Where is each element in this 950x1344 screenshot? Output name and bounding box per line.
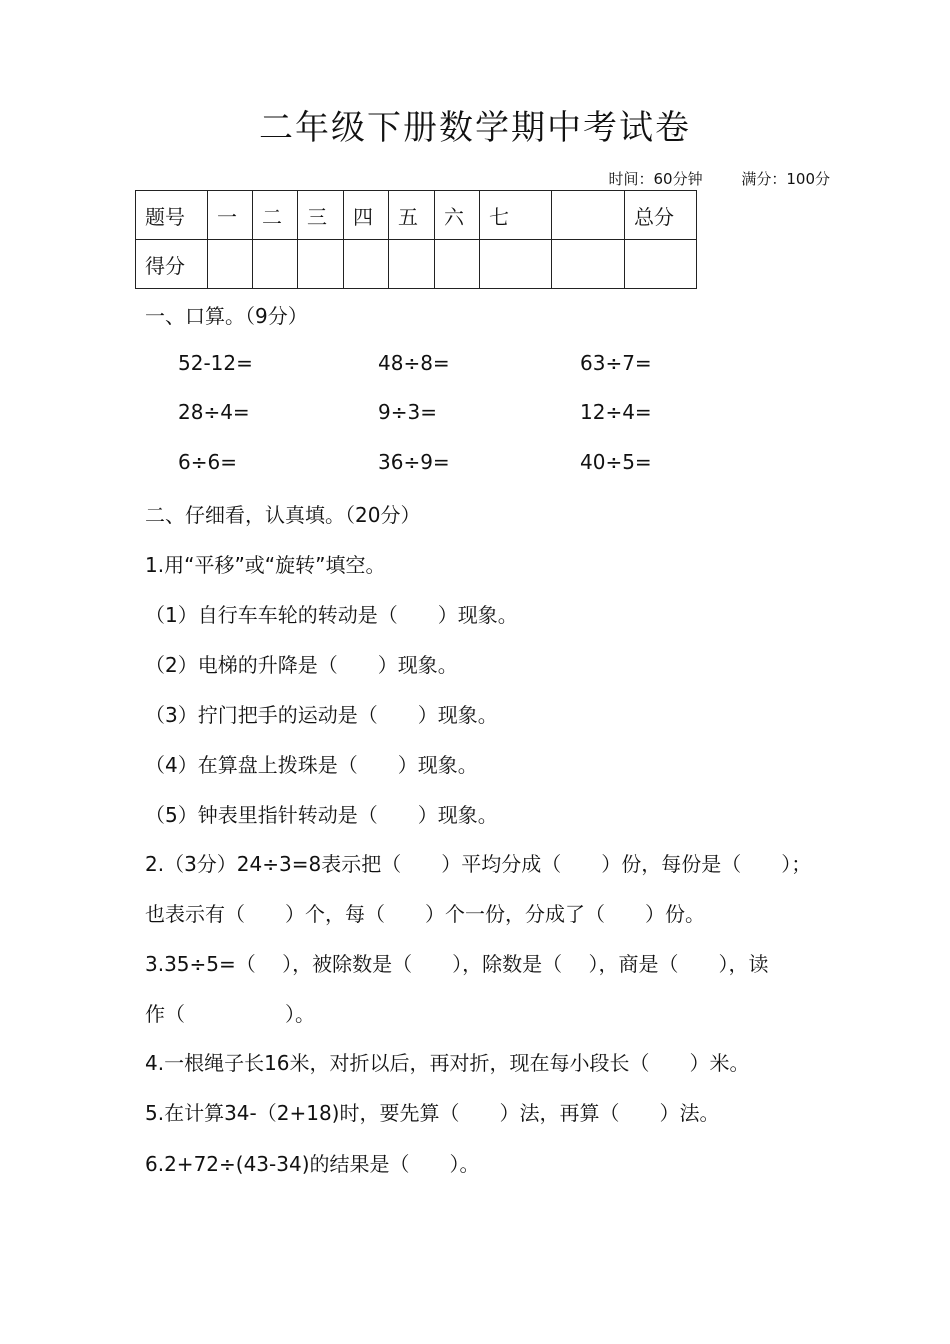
question-line: 3.35÷5=（ ），被除数是（ ），除数是（ ），商是（ ），读 <box>145 952 769 976</box>
header-cell-total: 总分 <box>625 191 697 240</box>
section2-heading: 二、仔细看，认真填。（20分） <box>145 503 421 527</box>
score-table-header-row <box>136 191 697 240</box>
mental-math-problem: 28÷4= <box>178 400 250 424</box>
mental-math-problem: 40÷5= <box>580 450 652 474</box>
mental-math-problem: 52-12= <box>178 351 253 375</box>
header-cell-4: 四 <box>344 191 389 240</box>
full-score: 满分：100分 <box>741 170 830 188</box>
header-cell-2: 二 <box>253 191 298 240</box>
question-line: 6.2+72÷(43-34)的结果是（ ）。 <box>145 1152 480 1176</box>
question-line: 2.（3分）24÷3=8表示把（ ）平均分成（ ）份，每份是（ ）； <box>145 852 812 876</box>
question-line: （5）钟表里指针转动是（ ）现象。 <box>145 803 498 827</box>
score-cell <box>435 240 480 289</box>
header-cell-5: 五 <box>389 191 435 240</box>
header-cell-label: 题号 <box>136 191 208 240</box>
question-line: 4.一根绳子长16米，对折以后，再对折，现在每小段长（ ）米。 <box>145 1051 750 1075</box>
exam-meta <box>608 168 830 189</box>
question-line: 5.在计算34-（2+18)时，要先算（ ）法，再算（ ）法。 <box>145 1101 720 1125</box>
header-cell-6: 六 <box>435 191 480 240</box>
score-row-label: 得分 <box>136 240 208 289</box>
header-cell-1: 一 <box>208 191 253 240</box>
mental-math-problem: 48÷8= <box>378 351 450 375</box>
score-cell <box>344 240 389 289</box>
header-cell-3: 三 <box>298 191 344 240</box>
exam-title: 二年级下册数学期中考试卷 <box>259 108 691 148</box>
score-cell <box>552 240 625 289</box>
question-line: （3）拧门把手的运动是（ ）现象。 <box>145 703 498 727</box>
section1-heading: 一、口算。（9分） <box>145 304 308 328</box>
mental-math-problem: 36÷9= <box>378 450 450 474</box>
score-cell <box>253 240 298 289</box>
header-cell-blank <box>552 191 625 240</box>
score-cell <box>208 240 253 289</box>
question-line: 也表示有（ ）个，每（ ）个一份，分成了（ ）份。 <box>145 902 705 926</box>
mental-math-problem: 12÷4= <box>580 400 652 424</box>
time-limit: 时间：60分钟 <box>608 170 703 188</box>
question-line: （4）在算盘上拨珠是（ ）现象。 <box>145 753 478 777</box>
question-line: 1.用“平移”或“旋转”填空。 <box>145 553 386 577</box>
score-table-score-row <box>136 240 697 289</box>
score-cell <box>389 240 435 289</box>
question-line: （2）电梯的升降是（ ）现象。 <box>145 653 458 677</box>
score-cell <box>298 240 344 289</box>
mental-math-problem: 9÷3= <box>378 400 437 424</box>
mental-math-problem: 63÷7= <box>580 351 652 375</box>
score-cell <box>480 240 552 289</box>
score-cell <box>625 240 697 289</box>
mental-math-problem: 6÷6= <box>178 450 237 474</box>
score-table <box>135 190 697 289</box>
question-line: 作（ ）。 <box>145 1002 315 1026</box>
question-line: （1）自行车车轮的转动是（ ）现象。 <box>145 603 518 627</box>
header-cell-7: 七 <box>480 191 552 240</box>
